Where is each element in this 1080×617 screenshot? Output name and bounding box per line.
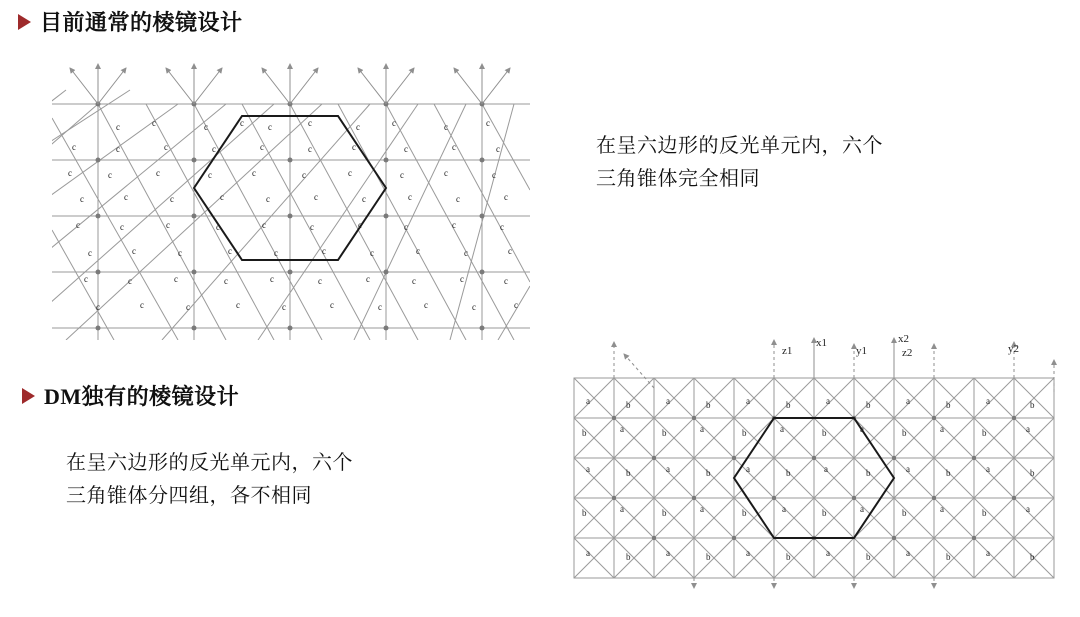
svg-text:b: b	[946, 400, 951, 410]
svg-text:c: c	[308, 144, 312, 154]
svg-text:c: c	[352, 142, 356, 152]
svg-text:c: c	[460, 274, 464, 284]
figure-conventional-prism-lattice	[52, 60, 530, 340]
svg-text:c: c	[166, 220, 170, 230]
svg-text:b: b	[706, 552, 711, 562]
svg-text:c: c	[72, 142, 76, 152]
svg-text:a: a	[780, 424, 784, 434]
svg-text:c: c	[186, 302, 190, 312]
svg-text:c: c	[452, 220, 456, 230]
svg-text:a: a	[906, 548, 910, 558]
heading-conventional-label: 目前通常的棱镜设计	[40, 10, 243, 35]
svg-text:b: b	[822, 428, 827, 438]
svg-text:b: b	[902, 508, 907, 518]
svg-text:b: b	[786, 552, 791, 562]
svg-text:c: c	[266, 194, 270, 204]
svg-text:c: c	[76, 220, 80, 230]
svg-text:c: c	[456, 194, 460, 204]
svg-text:a: a	[746, 548, 750, 558]
svg-text:b: b	[946, 552, 951, 562]
arrow-bullet-icon	[22, 388, 35, 404]
svg-text:a: a	[986, 548, 990, 558]
svg-text:b: b	[582, 428, 587, 438]
axis-label-z1: z1	[782, 345, 793, 357]
svg-text:a: a	[826, 396, 830, 406]
svg-text:b: b	[582, 508, 587, 518]
svg-text:c: c	[500, 222, 504, 232]
svg-text:a: a	[666, 464, 670, 474]
svg-text:c: c	[156, 168, 160, 178]
svg-text:c: c	[274, 248, 278, 258]
svg-text:a: a	[666, 548, 670, 558]
svg-text:c: c	[356, 122, 360, 132]
paragraph-dm-description: 在呈六边形的反光单元内，六个 三角锥体分四组，各不相同	[66, 452, 353, 507]
svg-text:c: c	[116, 144, 120, 154]
svg-text:b: b	[662, 508, 667, 518]
svg-text:b: b	[822, 508, 827, 518]
svg-text:a: a	[986, 396, 990, 406]
svg-text:c: c	[404, 222, 408, 232]
svg-text:c: c	[282, 302, 286, 312]
svg-text:a: a	[620, 504, 624, 514]
svg-text:c: c	[252, 168, 256, 178]
svg-text:c: c	[330, 300, 334, 310]
svg-text:c: c	[358, 220, 362, 230]
svg-text:a: a	[906, 464, 910, 474]
svg-text:c: c	[310, 222, 314, 232]
svg-text:c: c	[370, 248, 374, 258]
figure-dm-prism-lattice	[568, 332, 1060, 590]
svg-text:a: a	[824, 464, 828, 474]
svg-text:c: c	[260, 142, 264, 152]
svg-text:c: c	[302, 170, 306, 180]
svg-text:a: a	[586, 464, 590, 474]
svg-text:c: c	[236, 300, 240, 310]
svg-text:c: c	[164, 142, 168, 152]
svg-text:c: c	[392, 118, 396, 128]
svg-text:c: c	[224, 276, 228, 286]
svg-text:c: c	[378, 302, 382, 312]
svg-text:b: b	[866, 400, 871, 410]
svg-text:a: a	[746, 396, 750, 406]
svg-text:b: b	[902, 428, 907, 438]
svg-text:c: c	[514, 300, 518, 310]
svg-text:c: c	[204, 122, 208, 132]
svg-text:a: a	[1026, 424, 1030, 434]
svg-text:c: c	[80, 194, 84, 204]
svg-text:c: c	[362, 194, 366, 204]
svg-text:c: c	[348, 168, 352, 178]
axis-label-x2: x2	[898, 333, 909, 345]
svg-text:c: c	[120, 222, 124, 232]
svg-text:a: a	[860, 504, 864, 514]
svg-text:b: b	[626, 468, 631, 478]
svg-text:c: c	[152, 118, 156, 128]
svg-text:a: a	[586, 396, 590, 406]
svg-text:b: b	[982, 508, 987, 518]
svg-text:b: b	[982, 428, 987, 438]
svg-text:c: c	[322, 246, 326, 256]
svg-text:c: c	[472, 302, 476, 312]
paragraph-conventional-description: 在呈六边形的反光单元内，六个 三角锥体完全相同	[596, 135, 883, 190]
svg-text:a: a	[986, 464, 990, 474]
svg-text:b: b	[1030, 468, 1035, 478]
svg-text:c: c	[212, 144, 216, 154]
svg-text:c: c	[496, 144, 500, 154]
svg-text:c: c	[464, 248, 468, 258]
svg-text:c: c	[408, 192, 412, 202]
svg-text:c: c	[416, 246, 420, 256]
svg-text:a: a	[586, 548, 590, 558]
axis-label-y2: y2	[1008, 343, 1019, 355]
svg-text:a: a	[940, 424, 944, 434]
arrow-bullet-icon	[18, 14, 31, 30]
svg-text:c: c	[132, 246, 136, 256]
svg-text:c: c	[262, 220, 266, 230]
svg-text:c: c	[400, 170, 404, 180]
svg-text:c: c	[216, 222, 220, 232]
svg-text:c: c	[504, 192, 508, 202]
svg-text:a: a	[700, 424, 704, 434]
svg-text:b: b	[1030, 400, 1035, 410]
svg-text:b: b	[706, 468, 711, 478]
svg-text:b: b	[1030, 552, 1035, 562]
svg-text:c: c	[220, 192, 224, 202]
svg-text:a: a	[860, 424, 864, 434]
svg-text:c: c	[128, 276, 132, 286]
svg-text:a: a	[782, 504, 786, 514]
svg-text:c: c	[268, 122, 272, 132]
axis-label-z2: z2	[902, 347, 913, 359]
heading-conventional	[18, 6, 243, 37]
svg-text:c: c	[308, 118, 312, 128]
svg-text:c: c	[444, 168, 448, 178]
svg-text:b: b	[662, 428, 667, 438]
svg-text:c: c	[108, 170, 112, 180]
svg-text:c: c	[270, 274, 274, 284]
svg-text:a: a	[906, 396, 910, 406]
svg-text:c: c	[228, 246, 232, 256]
svg-text:b: b	[626, 552, 631, 562]
svg-text:c: c	[508, 246, 512, 256]
svg-text:b: b	[786, 468, 791, 478]
svg-text:c: c	[124, 192, 128, 202]
svg-text:c: c	[174, 274, 178, 284]
svg-text:a: a	[746, 464, 750, 474]
svg-text:a: a	[620, 424, 624, 434]
svg-text:c: c	[68, 168, 72, 178]
svg-text:c: c	[208, 170, 212, 180]
svg-text:c: c	[412, 276, 416, 286]
svg-text:c: c	[88, 248, 92, 258]
svg-text:b: b	[706, 400, 711, 410]
svg-text:c: c	[492, 170, 496, 180]
svg-text:a: a	[700, 504, 704, 514]
svg-text:c: c	[314, 192, 318, 202]
svg-text:c: c	[140, 300, 144, 310]
svg-text:c: c	[452, 142, 456, 152]
svg-text:c: c	[96, 302, 100, 312]
svg-text:c: c	[84, 274, 88, 284]
svg-text:b: b	[786, 400, 791, 410]
svg-text:c: c	[240, 118, 244, 128]
svg-text:c: c	[486, 118, 490, 128]
svg-text:b: b	[946, 468, 951, 478]
svg-text:b: b	[742, 428, 747, 438]
svg-text:a: a	[940, 504, 944, 514]
heading-dm-label: DM独有的棱镜设计	[44, 384, 240, 409]
svg-text:b: b	[626, 400, 631, 410]
svg-text:b: b	[866, 468, 871, 478]
heading-dm	[22, 380, 239, 411]
axis-label-y1: y1	[856, 345, 867, 357]
svg-text:c: c	[366, 274, 370, 284]
svg-text:c: c	[170, 194, 174, 204]
svg-text:b: b	[742, 508, 747, 518]
svg-text:a: a	[826, 548, 830, 558]
axis-label-x1: x1	[816, 337, 827, 349]
svg-text:c: c	[504, 276, 508, 286]
svg-text:c: c	[116, 122, 120, 132]
svg-text:c: c	[444, 122, 448, 132]
svg-text:c: c	[424, 300, 428, 310]
svg-text:a: a	[1026, 504, 1030, 514]
svg-text:a: a	[666, 396, 670, 406]
svg-text:b: b	[866, 552, 871, 562]
svg-text:c: c	[318, 276, 322, 286]
svg-text:c: c	[404, 144, 408, 154]
svg-text:c: c	[178, 248, 182, 258]
